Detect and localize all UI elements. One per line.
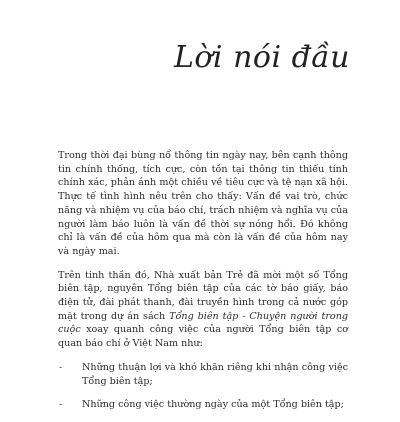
paragraph-2-text-end: xoay quanh công việc của người Tổng biên tập cơ quan báo chí ở Việt Nam như: — [58, 324, 348, 350]
list-item — [58, 398, 348, 412]
book-title-italic: Tổng biên tập - Chuyện người trong cuộc — [58, 310, 349, 336]
bullet-dash: - — [59, 399, 63, 411]
bullet-list — [58, 361, 348, 412]
list-item-text: Những thuận lợi và khó khăn riêng khi nhận công việc Tổng biên tập; — [82, 361, 348, 387]
paragraph-2 — [58, 269, 348, 351]
bullet-dash: - — [59, 361, 63, 373]
paragraph-1: Trong thời đại bùng nổ thông tin ngày nay, bên cạnh thông tin chính thống, tích cực, còn tồn tại thông tin thiếu tính chính xác, phản ánh một chiều về tiêu cực và tệ nạn xã hội. Thực tế tình hình nêu trên cho thấy: Vấn đề vai trò, chức năng và nhiệm vụ của báo chí, trách nhiệm và nghĩa vụ của người làm báo luôn là vấn đề thời sự nóng hổi. Đó không chỉ là vấn đề của hôm qua mà còn là vấn đề của hôm nay và ngày mai. — [58, 150, 348, 257]
body-text — [58, 149, 348, 422]
paragraph-2-text-start: Trên tinh thần đó, Nhà xuất bản Trẻ đã mời một số Tổng biên tập, nguyên Tổng biên tập của các tờ báo giấy, báo điện tử, đài phát thanh, đài truyền hình trong cả nước góp mặt trong dự án sách — [58, 269, 348, 322]
list-item — [58, 361, 348, 388]
list-item-text: Những công việc thường ngày của một Tổng biên tập; — [82, 399, 344, 411]
page-title: Lời nói đầu — [173, 40, 350, 75]
